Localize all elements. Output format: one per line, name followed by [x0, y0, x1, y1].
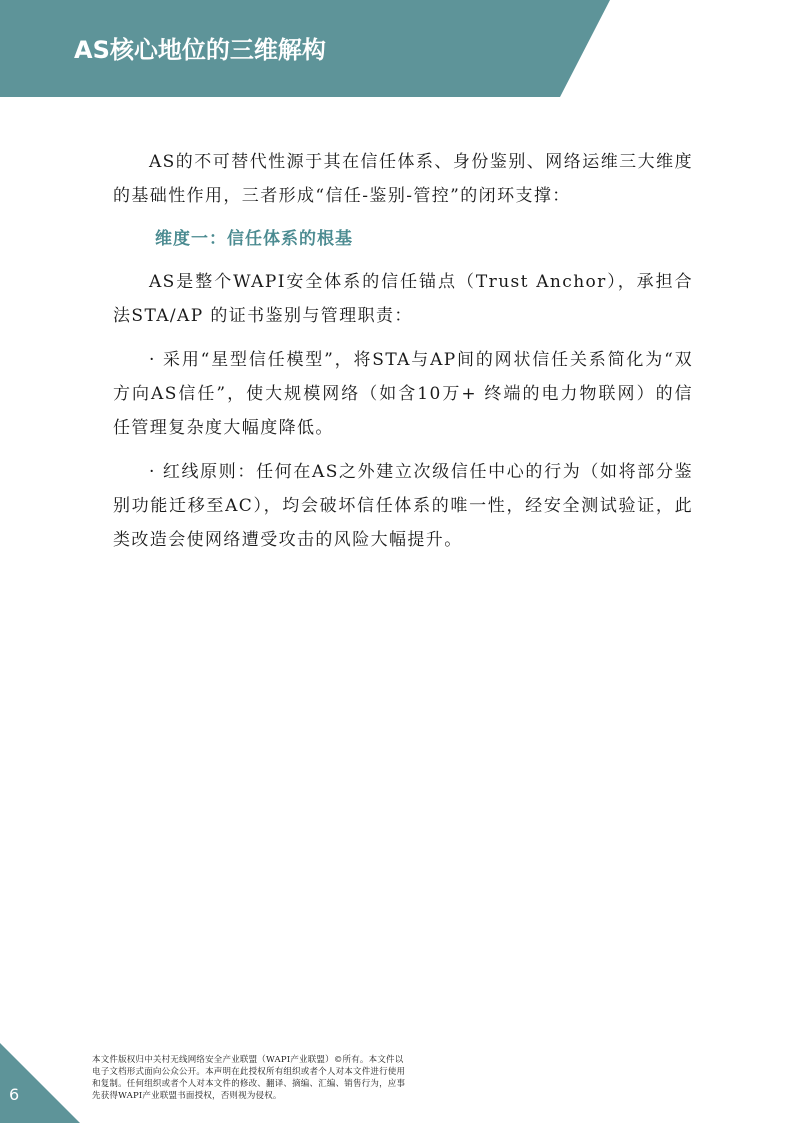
- page-number: 6: [9, 1085, 20, 1104]
- bullet-paragraph-red-line: · 红线原则：任何在AS之外建立次级信任中心的行为（如将部分鉴别功能迁移至AC），均会破坏信任体系的唯一性，经安全测试验证，此类改造会使网络遭受攻击的风险大幅提升。: [113, 462, 693, 550]
- page-title: AS核心地位的三维解构: [74, 36, 326, 64]
- copyright-note: 本文件版权归中关村无线网络安全产业联盟（WAPI产业联盟）©所有。本文件以电子文档形式面向公众公开。本声明在此授权所有组织或者个人对本文件进行使用和复制。任何组织或者个人对本文件的修改、翻译、摘编、汇编、销售行为，应事先获得WAPI产业联盟书面授权，否则视为侵权。: [92, 1055, 406, 1101]
- section-heading: 维度一：信任体系的根基: [155, 229, 353, 249]
- corner-triangle: [0, 1043, 80, 1123]
- section-intro-paragraph: AS是整个WAPI安全体系的信任锚点（Trust Anchor），承担合法STA/AP 的证书鉴别与管理职责：: [113, 272, 693, 326]
- bullet-paragraph-star-model: · 采用“星型信任模型”，将STA与AP间的网状信任关系简化为“双方向AS信任”，使大规模网络（如含10万+ 终端的电力物联网）的信任管理复杂度大幅度降低。: [113, 350, 693, 438]
- intro-paragraph: AS的不可替代性源于其在信任体系、身份鉴别、网络运维三大维度的基础性作用，三者形成“信任-鉴别-管控”的闭环支撑：: [113, 152, 693, 206]
- main-content: [113, 145, 693, 557]
